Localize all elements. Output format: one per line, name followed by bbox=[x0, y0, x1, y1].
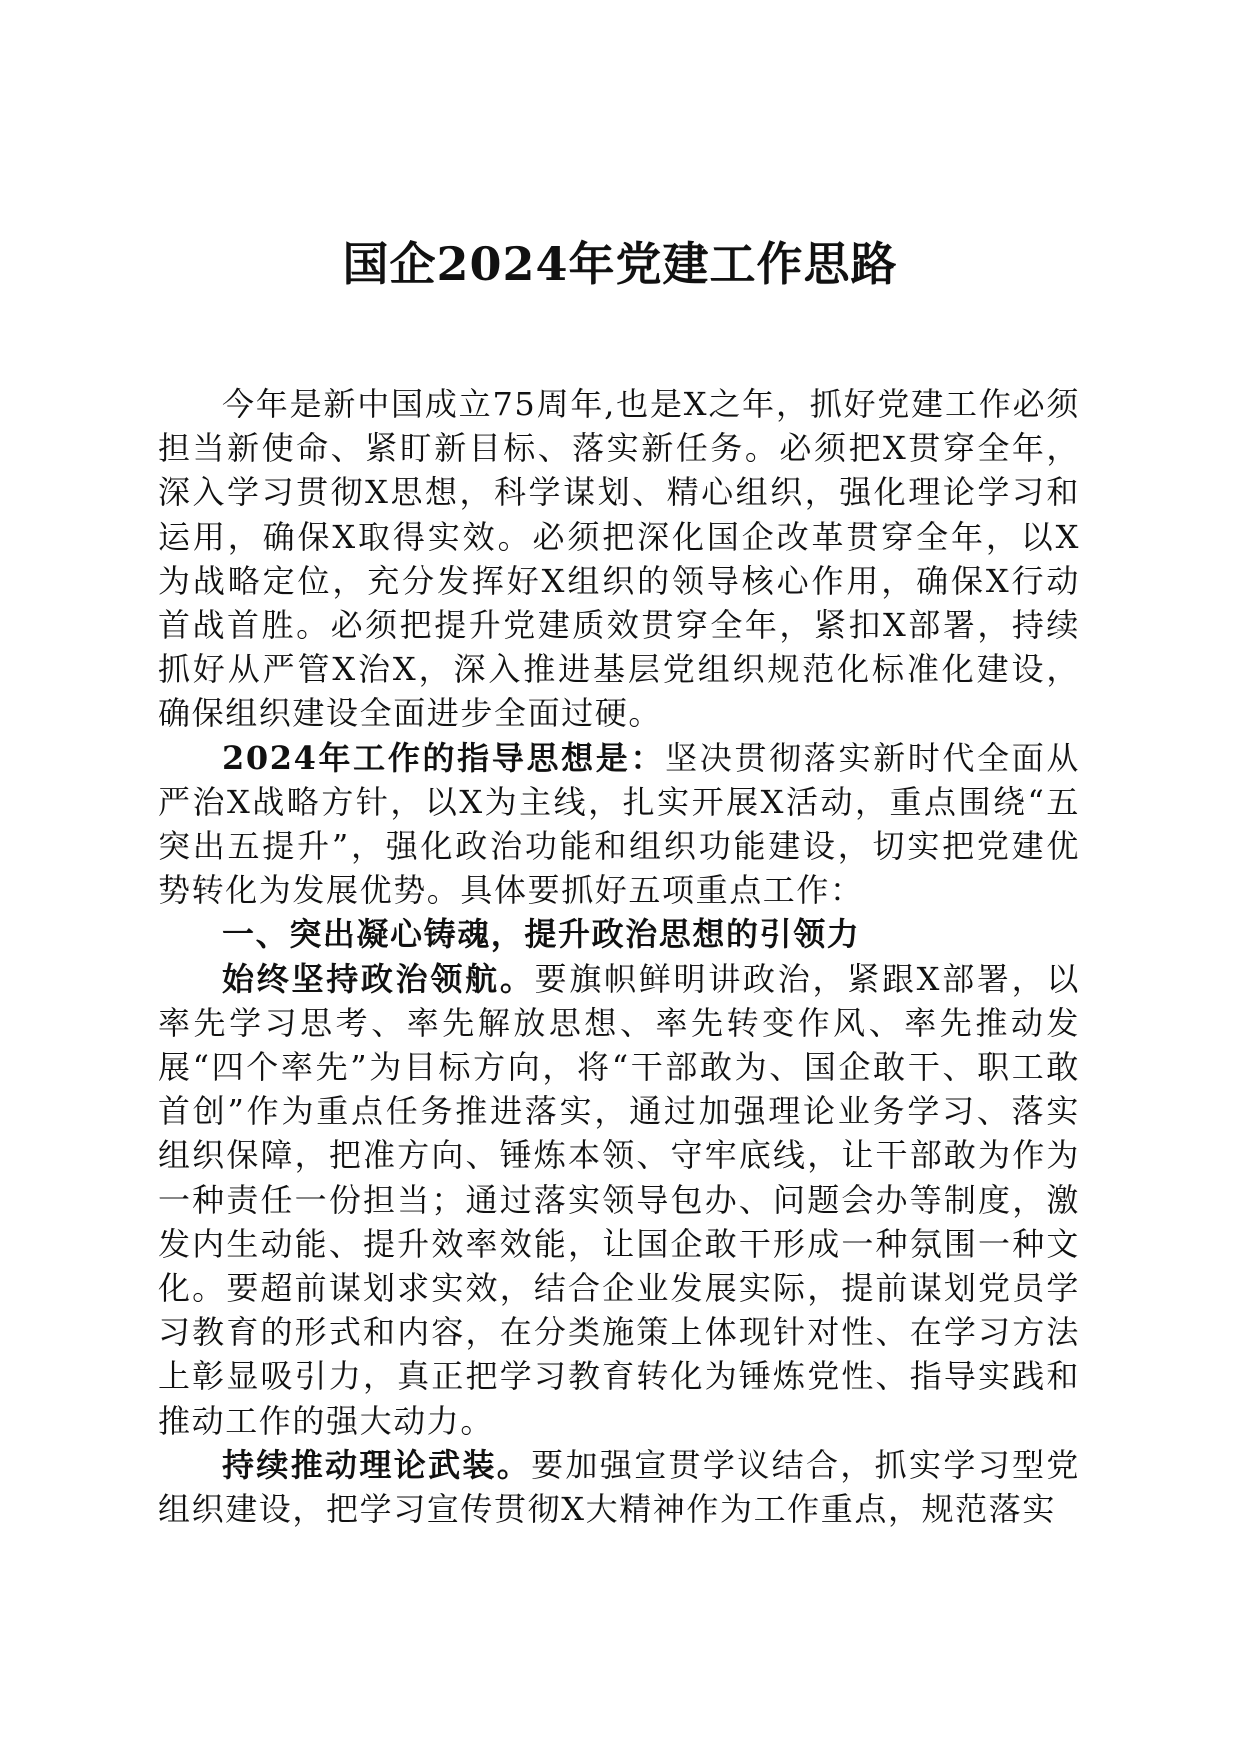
political-leadership-paragraph bbox=[158, 957, 1080, 1443]
political-leadership-lead: 始终坚持政治领航。 bbox=[222, 959, 535, 998]
guiding-thought-lead: 2024年工作的指导思想是： bbox=[222, 738, 666, 777]
guiding-thought-paragraph bbox=[158, 736, 1080, 913]
theory-arming-paragraph bbox=[158, 1443, 1080, 1531]
section-heading-1: 一、突出凝心铸魂，提升政治思想的引领力 bbox=[222, 915, 861, 954]
political-leadership-text: 要旗帜鲜明讲政治，紧跟X部署，以率先学习思考、率先解放思想、率先转变作风、率先推动发展“四个率先”为目标方向，将“干部敢为、国企敢干、职工敢首创”作为重点任务推进落实，通过加强理论业务学习、落实组织保障，把准方向、锤炼本领、守牢底线，让干部敢为作为一种责任一份担当；通过落实领导包办、问题会办等制度，激发内生动能、提升效率效能，让国企敢干形成一种氛围一种文化。要超前谋划求实效，结合企业发展实际，提前谋划党员学习教育的形式和内容，在分类施策上体现针对性、在学习方法上彰显吸引力，真正把学习教育转化为锤炼党性、指导实践和推动工作的强大动力。 bbox=[158, 959, 1080, 1440]
theory-arming-text: 要加强宣贯学议结合，抓实学习型党组织建设，把学习宣传贯彻X大精神作为工作重点，规范落实 bbox=[158, 1445, 1080, 1529]
theory-arming-lead: 持续推动理论武装。 bbox=[222, 1445, 532, 1484]
document-title: 国企2024年党建工作思路 bbox=[342, 237, 898, 291]
intro-paragraph-text: 今年是新中国成立75周年,也是X之年，抓好党建工作必须担当新使命、紧盯新目标、落实新任务。必须把X贯穿全年，深入学习贯彻X思想，科学谋划、精心组织，强化理论学习和运用，确保X取得实效。必须把深化国企改革贯穿全年，以X为战略定位，充分发挥好X组织的领导核心作用，确保X行动首战首胜。必须把提升党建质效贯穿全年，紧扣X部署，持续抓好从严管X治X，深入推进基层党组织规范化标准化建设，确保组织建设全面进步全面过硬。 bbox=[158, 385, 1080, 733]
intro-paragraph bbox=[158, 382, 1080, 736]
document-body bbox=[158, 382, 1080, 1531]
guiding-thought-text: 坚决贯彻落实新时代全面从严治X战略方针，以X为主线，扎实开展X活动，重点围绕“五突出五提升”，强化政治功能和组织功能建设，切实把党建优势转化为发展优势。具体要抓好五项重点工作： bbox=[158, 738, 1081, 910]
